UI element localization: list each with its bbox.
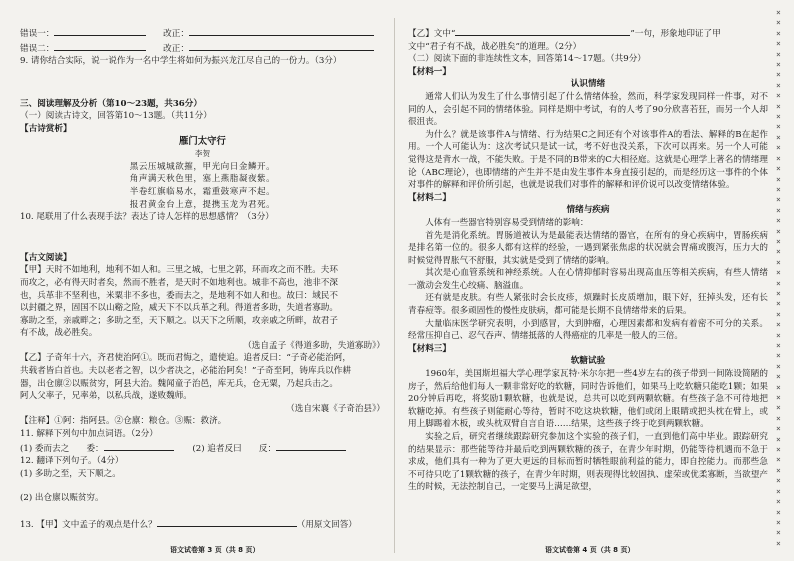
yi-source: （选自宋襄《子奇治县》）: [286, 403, 385, 414]
question-11: 11. 解释下列句中加点词语。（2分）: [20, 429, 158, 440]
top-blank[interactable]: [455, 26, 630, 36]
q12-item: (2) 出仓廪以赈贫穷。: [20, 493, 104, 504]
material-2-title: 情绪与疾病: [566, 205, 610, 216]
poem-line: 角声满天秋色里，塞上燕脂凝夜紫。: [129, 174, 276, 185]
right-page: [408, 26, 768, 494]
material-1-paragraph: 通常人们认为发生了什么事情引起了什么情绪体验，然而，科学家发现同样一件事，对不同的人，会引起不同的情绪体验。同样是期中考试，有的人考了90分欣喜若狂，而另一个人却很沮丧。: [408, 91, 768, 128]
q13-blank[interactable]: [157, 517, 297, 527]
material-1-label: 【材料一】: [408, 66, 451, 77]
jia-line: 以封疆之界，固国不以山谿之险，威天下不以兵革之利。得道者多助，失道者寡助。: [20, 303, 338, 314]
material-2-paragraph: 首先是消化系统。胃肠道被认为是最能表达情绪的器官，在所有的身心疾病中，胃肠疾病是排名第一位的。很多人都有这样的经验，一遇到紧张焦虑的状况就会胃痛或腹泻，压力大的时候觉得胃胀气不舒服，其实就是受到了情绪的影响。: [408, 230, 768, 266]
error-row-2: 错误二： 改正：: [20, 41, 385, 56]
material-2-paragraph: 其次是心血管系统和神经系统。人在心情抑郁时容易出现高血压等相关疾病，有些人情绪一激动会发生心绞痛、脑溢血。: [408, 268, 768, 291]
poem-line: 半卷红旗临易水，霜重鼓寒声不起。: [129, 186, 276, 197]
question-10: 10. 尾联用了什么表现手法？表达了诗人怎样的思想感情？（3分）: [20, 212, 274, 223]
binding-margin-marks: × × × × × × × × × × × × × × × × × × × × × × × × × × × × × × × × × × × × × × × × × × × × × × × × × × × ×: [776, 8, 781, 548]
fix-1-blank[interactable]: [189, 26, 374, 36]
classic-label: 【古文阅读】: [20, 252, 72, 263]
jia-line: 寡助之至，亲戚畔之；多助之至，天下顺之。以天下之所顺，攻亲戚之所畔，故君子: [20, 315, 338, 326]
q11-1-blank[interactable]: [104, 441, 174, 451]
yi-line: 【乙】子奇年十六，齐君使治阿①。既而君悔之，遣使追。追者反曰：“子奇必能治阿，: [20, 353, 351, 364]
jia-line: 有不战，战必胜矣。: [20, 328, 98, 339]
material-1-title: 认识情绪: [570, 79, 606, 90]
error-row-1: 错误一： 改正：: [20, 26, 385, 41]
question-12: 12. 翻译下列句子。（4分）: [20, 456, 124, 467]
yi-line: 器，出仓廪②以赈贫穷，阿县大治。魏闻童子治邑，库无兵，仓无粟，乃起兵击之。: [20, 378, 338, 389]
material-2-paragraph: 大量临床医学研究表明，小到感冒，大到肿瘤，心理因素都和发病有着密不可分的关系。经常压抑自己、忍气吞声、情绪抵落的人得癌症的几率是一般人的三倍。: [408, 318, 768, 342]
yi-line: 共载者皆白首也。夫以老者之智，以少者决之，必能治阿矣！”子奇至阿，铸库兵以作耕: [20, 366, 351, 377]
answer-space-9[interactable]: [20, 68, 385, 98]
part1-title: （一）阅读古诗文，回答第10～13题。（共11分）: [20, 111, 212, 122]
material-2-label: 【材料二】: [408, 192, 451, 203]
material-3-paragraph: 实验之后，研究者继续跟踪研究参加这个实验的孩子们，一直到他们高中毕业。跟踪研究的结果显示：那些能等待并最后吃到两颗软糖的孩子，在青少年时期，仍能等待机遇而不急于求成，他们具有一种为了更大更远的目标而暂时牺牲眼前利益的能力，即自控能力。而那些急不可待只吃了1颗软糖的孩子，在青少年时期，则表现得比较固执、虚荣或优柔寡断，当欲望产生的时候，无法控制自己，一定要马上满足欲望，: [408, 432, 768, 493]
material-3-label: 【材料三】: [408, 343, 451, 354]
jia-line: 也，兵革非不坚利也，米粟非不多也，委而去之，是地利不如人和也。故曰：域民不: [20, 290, 338, 301]
poem-label: 【古诗赏析】: [20, 123, 72, 134]
right-top-line-1: 【乙】文中“ ”一句，形象地印证了甲: [408, 26, 768, 41]
answer-space-10[interactable]: [20, 224, 385, 252]
right-top-line-2: 文中“君子有不战，战必胜矣”的道理。（2分）: [408, 41, 582, 52]
question-9: 9. 请你结合实际，说一说作为一名中学生将如何为振兴龙江尽自己的一份力。（3分）: [20, 56, 342, 67]
material-3-title: 软糖试验: [570, 356, 606, 367]
fix-2-blank[interactable]: [189, 41, 374, 51]
part2-title: （二）阅读下面的非连续性文本，回答第14～17题。（共9分）: [408, 54, 646, 65]
material-2-paragraph: 还有就是皮肤。有些人紧张时会长皮疹，烦躁时长皮质增加，眼下好，狂掉头发，还有长青春痘等。很多顽固性的慢性皮肤病，都可能是长期不良情绪带来的后果。: [408, 293, 768, 317]
notes: 【注释】①阿：指阿县。②仓廪：粮仓。③赈：救济。: [20, 416, 227, 427]
yi-line: 阿人父率子，兄率弟，以私兵战，遂败魏师。: [20, 391, 192, 402]
material-2-paragraph: 人体有一些器官特别容易受到情绪的影响：: [425, 217, 589, 228]
answer-space-12-1[interactable]: [20, 480, 385, 492]
jia-line: 【甲】天时不如地利，地利不如人和。三里之城，七里之郭，环而攻之而不胜。夫环: [20, 265, 338, 276]
poem-author: 李贺: [194, 149, 211, 159]
section-title: 三、阅读理解及分析（第10～23题，共36分）: [20, 98, 202, 109]
material-1-paragraph: 为什么？就是该事件A与情绪、行为结果C之间还有个对该事件A的看法、解释的B在起作用。一个人可能认为：这次考试只是试一试，考不好也没关系，下次可以再来。另一个人可能觉得这是背水一战，不能失败。于是不同的B带来的C大相径庭。这就是心理学上著名的情绪理论（ABC理论），也即情绪的产生并不是由发生事件本身直接引起的，而是经历这一事件的个体对事件的解释和评价所引起，也就是说我们对事件的解释和评价说可以改变情绪体验。: [408, 129, 768, 191]
error-2-blank[interactable]: [54, 41, 146, 51]
page-divider: [394, 18, 395, 553]
q11-2-blank[interactable]: [276, 441, 346, 451]
left-page: [20, 26, 385, 532]
jia-line: 而攻之，必有得天时者矣，然而不胜者，是天时不如地利也。城非不高也，池非不深: [20, 277, 338, 288]
material-3-paragraph: 1960年，美国斯坦福大学心理学家瓦特·米尔尔把一些4岁左右的孩子带到一间陈设简陋的房子，然后给他们每人一颗非常好吃的软糖，同时告诉他们，如果马上吃软糖只能吃1颗；如果20分钟后再吃，将奖励1颗软糖，也就是说，总共可以吃到两颗软糖。有些孩子急不可待地把软糖吃掉。有些孩子则能耐心等待，暂时不吃这块软糖，他们或闭上眼睛或把头枕在臂上，或用上脚踢着木板，或头枕双臂自言自语……结果，这些孩子终于吃到两颗软糖。: [408, 369, 768, 430]
question-11-items: (1) 委而去之 委： (2) 追者反曰 反：: [20, 441, 385, 456]
footer-left: 语文试卷第 3 页（共 8 页）: [170, 546, 260, 554]
poem-line: 报君黄金台上意，提携玉龙为君死。: [129, 199, 276, 210]
answer-space-12-2[interactable]: [20, 505, 385, 517]
q12-item: (1) 多助之至，天下顺之。: [20, 468, 121, 479]
poem-line: 黑云压城城欲摧，甲光向日金鳞开。: [129, 161, 276, 172]
footer-right: 语文试卷第 4 页（共 8 页）: [545, 546, 635, 554]
error-1-blank[interactable]: [54, 26, 146, 36]
poem-title: 雁门太守行: [179, 135, 226, 147]
jia-source: （选自孟子《得道多助，失道寡助》）: [243, 340, 385, 351]
question-13: 13. 【甲】文中孟子的观点是什么？ （用原文回答）: [20, 517, 385, 532]
